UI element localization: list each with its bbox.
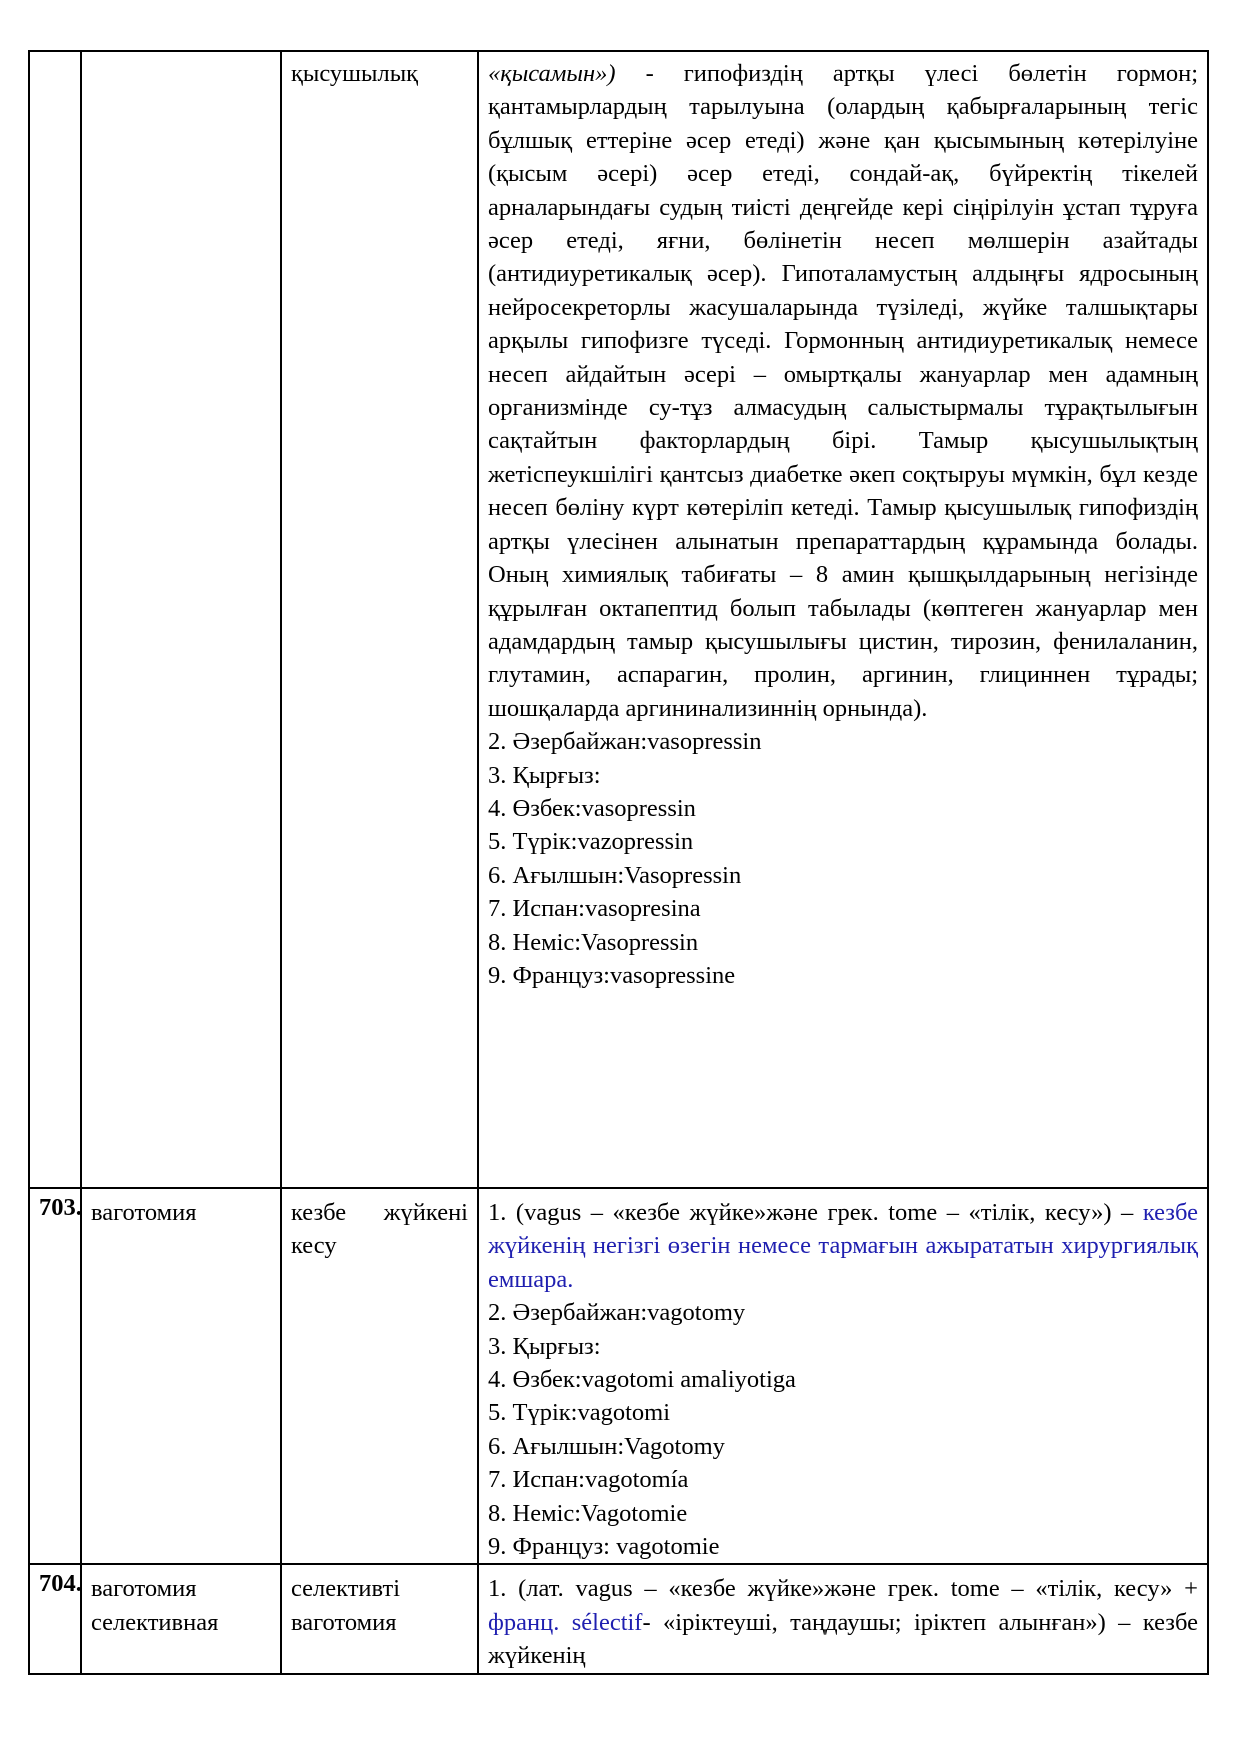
- russian-term: [81, 1564, 281, 1673]
- kazakh-term: қысушылық: [281, 51, 478, 1188]
- russian-term-line1: ваготомия: [91, 1575, 197, 1603]
- translation-english: 6. Ағылшын:Vasopressin: [488, 861, 742, 889]
- translation-kyrgyz: 3. Қырғыз:: [488, 1332, 601, 1360]
- definition-body: - гипофиздің артқы үлесі бөлетін гормон; қантамырлардың тарылуына (олардың қабырғаларының тегіс бұлшық еттеріне әсер етеді) және қан қысымының көтерілуіне (қысым әсері) әсер етеді, сондай-ақ, бүйректің тікелей арналарындағы судың тиісті деңгейде кері сіңірілуін ұстап тұруға әсер етеді, яғни, бөлінетін несеп мөлшерін азайтады (антидиуретикалық әсер). Гипоталамустың алдыңғы ядросының нейросекреторлы жасушаларында түзіледі, жүйке талшықтары арқылы гипофизге түседі. Гормонның антидиуретикалық немесе несеп айдайтын әсері – омыртқалы жануарлар мен адамның организмінде су-тұз алмасудың салыстырмалы тұрақтылығын сақтайтын факторлардың бірі. Тамыр қысушылықтың жетіспеукшілігі қантсыз диабетке әкеп соқтыруы мүмкін, бұл кезде несеп бөліну күрт көтеріліп кетеді. Тамыр қысушылық гипофиздің артқы үлесінен алынатын препараттардың құрамында болады. Оның химиялық табиғаты – 8 амин қышқылдарының негізінде құрылған октапептид болып табылады (көптеген жануарлар мен адамдардың тамыр қысушылығы цистин, тирозин, фенилаланин, глутамин, аспарагин, пролин, аргинин, глициннен тұрады; шошқаларда аргининализиннің орнында).: [488, 60, 1198, 722]
- translation-german: 8. Неміс:Vasopressin: [488, 928, 699, 956]
- definition-cell: [478, 1564, 1208, 1673]
- table-row: [29, 1188, 1208, 1564]
- russian-term: [81, 51, 281, 1188]
- translation-german: 8. Неміс:Vagotomie: [488, 1499, 688, 1527]
- definition-part1: 1. (лат. vagus – «кезбе жүйке»және грек. tome – «тілік, кесу» +: [488, 1575, 1198, 1603]
- entry-number: 703.: [29, 1188, 81, 1564]
- table-row: [29, 51, 1208, 1188]
- table-row: [29, 1564, 1208, 1673]
- definition-cell: [478, 1188, 1208, 1564]
- kazakh-term-line2: кесу: [291, 1232, 337, 1260]
- definition-highlight: франц. sélectif: [488, 1608, 643, 1636]
- definition-text: [488, 1196, 1198, 1296]
- translation-azerbaijani: 2. Әзербайжан:vasopressin: [488, 728, 762, 756]
- translation-french: 9. Француз:vasopressine: [488, 961, 736, 989]
- definition-intro: «қысамын»): [488, 60, 616, 87]
- translation-french: 9. Француз: vagotomie: [488, 1533, 720, 1561]
- translation-uzbek: 4. Өзбек:vasopressin: [488, 794, 696, 822]
- translation-azerbaijani: 2. Әзербайжан:vagotomy: [488, 1299, 746, 1327]
- translation-uzbek: 4. Өзбек:vagotomi amaliyotiga: [488, 1366, 796, 1394]
- definition-text: [488, 57, 1198, 725]
- entry-number: 704.: [29, 1564, 81, 1673]
- kazakh-term-line1: кезбе жүйкені: [291, 1199, 468, 1226]
- translation-turkish: 5. Түрік:vagotomi: [488, 1399, 671, 1427]
- kazakh-term: [281, 1564, 478, 1673]
- definition-part2: - «іріктеуші, таңдаушы; іріктеп алынған») – кезбе жүйкенің: [488, 1608, 1198, 1670]
- kazakh-term: [281, 1188, 478, 1564]
- definition-intro: 1. (vagus – «кезбе жүйке»және грек. tome – «тілік, кесу») –: [488, 1199, 1143, 1226]
- translation-english: 6. Ағылшын:Vagotomy: [488, 1432, 725, 1460]
- translation-spanish: 7. Испан:vagotomía: [488, 1466, 689, 1494]
- definition-cell: [478, 51, 1208, 1188]
- translation-spanish: 7. Испан:vasopresina: [488, 895, 701, 923]
- entry-number: [29, 51, 81, 1188]
- russian-term-line2: селективная: [91, 1608, 219, 1636]
- kazakh-term-line2: ваготомия: [291, 1608, 397, 1636]
- translation-turkish: 5. Түрік:vazopressin: [488, 828, 694, 856]
- dictionary-table: [28, 50, 1209, 1675]
- translation-kyrgyz: 3. Қырғыз:: [488, 761, 601, 789]
- russian-term: ваготомия: [81, 1188, 281, 1564]
- definition-highlight: кезбе жүйкенің негізгі өзегін немесе тармағын ажырататын хирургиялық емшара.: [488, 1199, 1198, 1293]
- kazakh-term-line1: селективті: [291, 1575, 401, 1603]
- definition-text: [488, 1572, 1198, 1672]
